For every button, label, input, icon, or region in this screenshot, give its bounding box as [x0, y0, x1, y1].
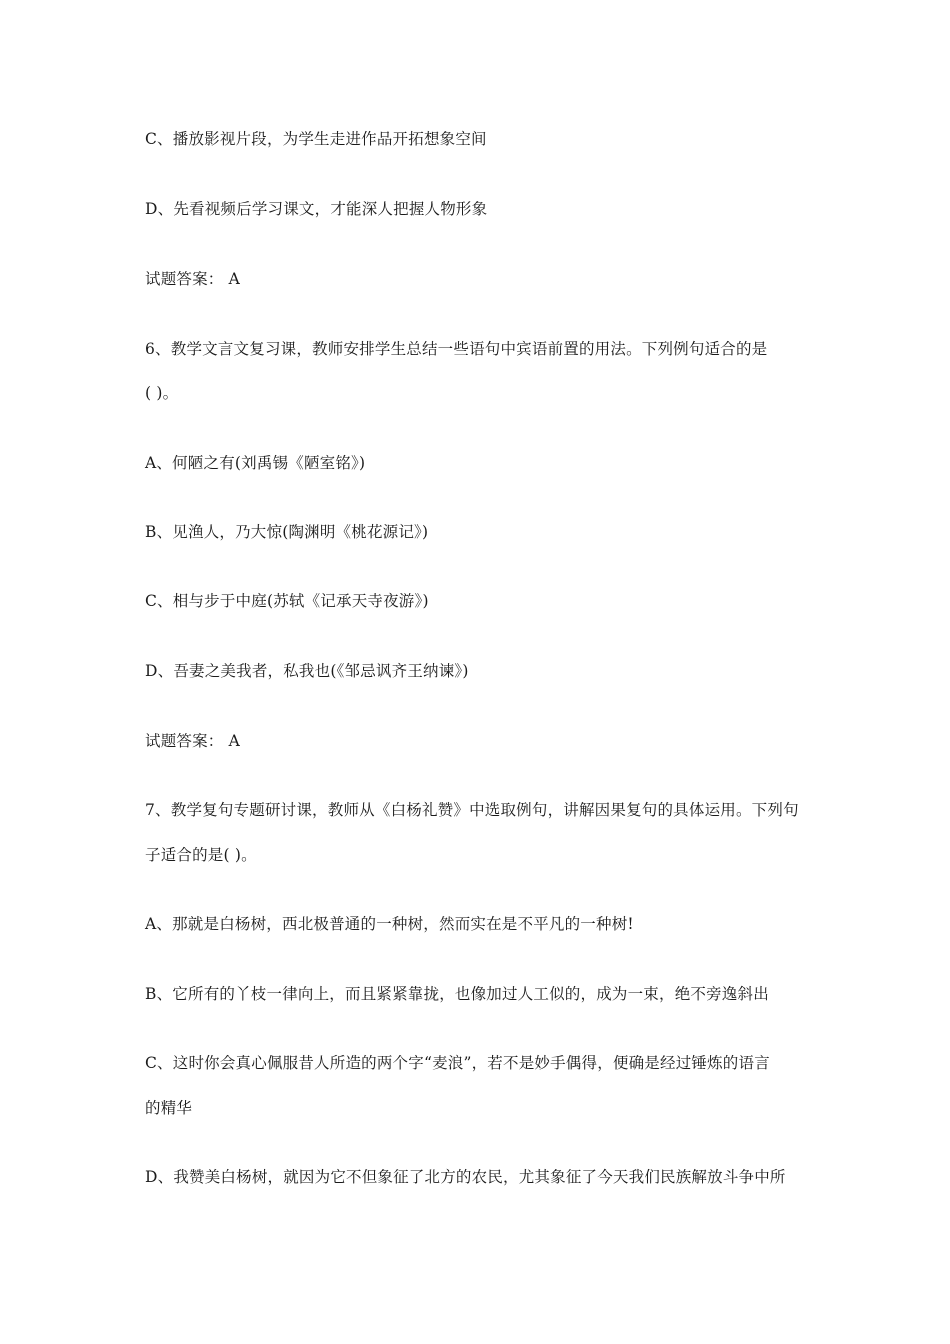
option-d-q5: D、先看视频后学习课文，才能深人把握人物形象	[145, 200, 488, 218]
question-6-line-1: 6、教学文言文复习课，教师安排学生总结一些语句中宾语前置的用法。下列例句适合的是	[145, 340, 768, 358]
option-b-q7: B、它所有的丫枝一律向上，而且紧紧靠拢，也像加过人工似的，成为一束，绝不旁逸斜出	[145, 985, 769, 1003]
option-c-q7-line-2: 的精华	[145, 1099, 193, 1117]
option-c-q7-line-1: C、这时你会真心佩服昔人所造的两个字“麦浪”，若不是妙手偶得，便确是经过锤炼的语言	[145, 1054, 770, 1072]
answer-q5: 试题答案： A	[145, 270, 241, 288]
question-7-line-1: 7、教学复句专题研讨课，教师从《白杨礼赞》中选取例句，讲解因果复句的具体运用。下列句	[145, 801, 799, 819]
option-a-q7: A、那就是白杨树，西北极普通的一种树，然而实在是不平凡的一种树!	[145, 915, 634, 933]
option-d-q6: D、吾妻之美我者，私我也(《邹忌讽齐王纳谏》)	[145, 662, 469, 680]
question-6-line-2: ( )。	[145, 384, 179, 402]
option-a-q6: A、何陋之有(刘禹锡《陋室铭》)	[145, 454, 366, 472]
option-c-q5: C、播放影视片段，为学生走进作品开拓想象空间	[145, 130, 487, 148]
option-c-q6: C、相与步于中庭(苏轼《记承天寺夜游》)	[145, 592, 429, 610]
option-d-q7: D、我赞美白杨树，就因为它不但象征了北方的农民，尤其象征了今天我们民族解放斗争中所	[145, 1168, 786, 1186]
question-7-line-2: 子适合的是( )。	[145, 846, 257, 864]
answer-q6: 试题答案： A	[145, 732, 241, 750]
option-b-q6: B、见渔人，乃大惊(陶渊明《桃花源记》)	[145, 523, 429, 541]
